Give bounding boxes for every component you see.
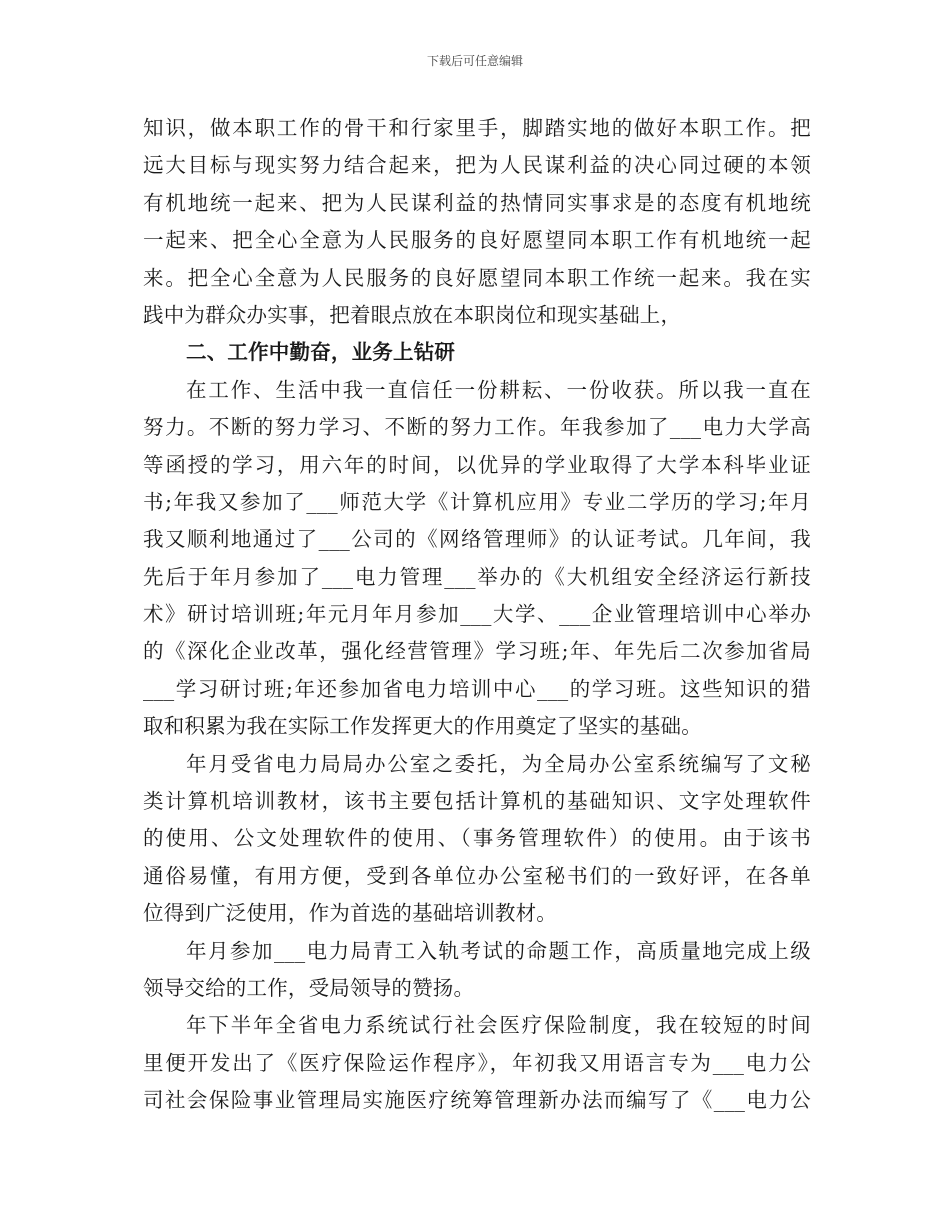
text-line: 的使用、公文处理软件的使用、（事务管理软件）的使用。由于该书 (143, 826, 811, 851)
text-line: 取和积累为我在实际工作发挥更大的作用奠定了坚实的基础。 (143, 714, 702, 739)
page-header-note: 下载后可任意编辑 (426, 54, 523, 68)
text-line: 在工作、生活中我一直信任一份耕耘、一份收获。所以我一直在 (186, 377, 811, 402)
text-line: 位得到广泛使用，作为首选的基础培训教材。 (143, 901, 557, 926)
text-line: 年下半年全省电力系统试行社会医疗保险制度，我在较短的时间 (186, 1013, 811, 1038)
text-line: ___学习研讨班;年还参加省电力培训中心___的学习班。这些知识的猎 (143, 676, 811, 701)
text-line: 有机地统一起来、把为人民谋利益的热情同实事求是的态度有机地统 (143, 190, 811, 215)
text-line: 先后于年月参加了___电力管理___举办的《大机组安全经济运行新技 (143, 564, 811, 589)
text-line: 来。把全心全意为人民服务的良好愿望同本职工作统一起来。我在实 (143, 265, 811, 290)
text-line: 里便开发出了《医疗保险运作程序》，年初我又用语言专为___电力公 (143, 1050, 811, 1075)
text-line: 践中为群众办实事，把着眼点放在本职岗位和现实基础上， (143, 302, 682, 327)
text-line: 术》研讨培训班;年元月年月参加___大学、___企业管理培训中心举办 (143, 602, 811, 627)
text-line: 司社会保险事业管理局实施医疗统筹管理新办法而编写了《___电力公 (143, 1088, 811, 1113)
text-line: 努力。不断的努力学习、不断的努力工作。年我参加了___电力大学高 (143, 415, 811, 440)
text-line: 领导交给的工作，受局领导的赞扬。 (143, 975, 475, 1000)
section-heading: 二、工作中勤奋，业务上钻研 (186, 340, 456, 365)
text-line: 知识，做本职工作的骨干和行家里手，脚踏实地的做好本职工作。把 (143, 116, 811, 140)
text-line: 类计算机培训教材，该书主要包括计算机的基础知识、文字处理软件 (143, 789, 811, 814)
text-line: 等函授的学习，用六年的时间，以优异的学业取得了大学本科毕业证 (143, 452, 811, 477)
text-line: 书;年我又参加了___师范大学《计算机应用》专业二学历的学习;年月 (143, 489, 811, 514)
text-line: 远大目标与现实努力结合起来，把为人民谋利益的决心同过硬的本领 (143, 153, 811, 178)
text-line: 的《深化企业改革，强化经营管理》学习班;年、年先后二次参加省局 (143, 639, 811, 664)
text-line: 一起来、把全心全意为人民服务的良好愿望同本职工作有机地统一起 (143, 228, 811, 253)
text-line: 年月受省电力局局办公室之委托，为全局办公室系统编写了文秘 (186, 751, 811, 776)
text-line: 通俗易懂，有用方便，受到各单位办公室秘书们的一致好评，在各单 (143, 863, 811, 888)
document-body (143, 110, 811, 1120)
text-line: 年月参加___电力局青工入轨考试的命题工作，高质量地完成上级 (186, 938, 811, 963)
text-line: 我又顺利地通过了___公司的《网络管理师》的认证考试。几年间，我 (143, 527, 811, 552)
